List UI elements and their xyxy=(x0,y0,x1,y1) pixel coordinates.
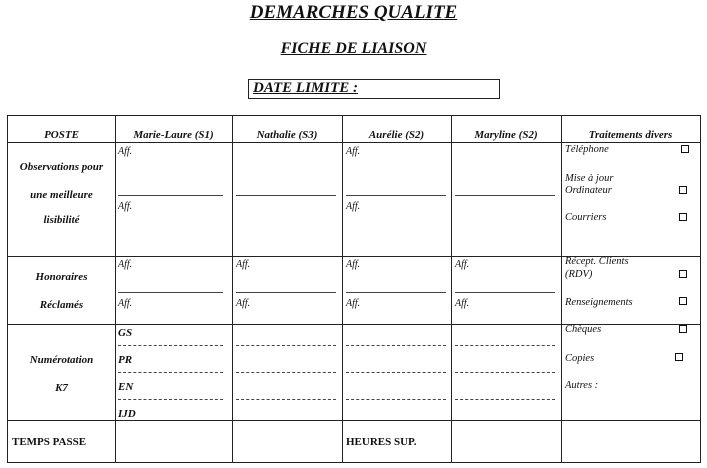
treatment-rdv: (RDV) xyxy=(565,269,593,280)
aff-line[interactable] xyxy=(346,292,446,293)
checkbox-copies[interactable] xyxy=(675,353,683,361)
aff-label: Aff. xyxy=(118,298,133,309)
header-traitements: Traitements divers xyxy=(588,129,673,141)
checkbox-renseignements[interactable] xyxy=(679,297,687,305)
header-maryline: Maryline (S2) xyxy=(474,129,538,141)
code-gs: GS xyxy=(118,327,133,339)
page-subtitle: FICHE DE LIAISON xyxy=(280,40,427,57)
row-label-honoraires: Honoraires xyxy=(35,271,88,283)
code-line[interactable] xyxy=(455,345,555,346)
code-line[interactable] xyxy=(455,372,555,373)
code-line[interactable] xyxy=(118,372,223,373)
header-marie-laure: Marie-Laure (S1) xyxy=(133,129,214,141)
date-limit-field[interactable] xyxy=(248,79,500,99)
code-line[interactable] xyxy=(236,399,336,400)
row-label-observations: Observations pour xyxy=(19,161,104,173)
row-divider xyxy=(8,420,700,421)
code-line[interactable] xyxy=(455,399,555,400)
aff-line[interactable] xyxy=(118,195,223,196)
checkbox-mise-a-jour[interactable] xyxy=(679,186,687,194)
code-line[interactable] xyxy=(118,345,223,346)
header-aurelie: Aurélie (S2) xyxy=(368,129,425,141)
temps-passe-label: TEMPS PASSE xyxy=(12,436,87,448)
aff-label: Aff. xyxy=(236,259,251,270)
col-divider xyxy=(451,116,452,462)
checkbox-telephone[interactable] xyxy=(681,145,689,153)
code-line[interactable] xyxy=(118,399,223,400)
aff-label: Aff. xyxy=(346,259,361,270)
row-label-observations: une meilleure xyxy=(30,189,93,201)
code-line[interactable] xyxy=(346,372,446,373)
heures-sup-label: HEURES SUP. xyxy=(346,436,417,448)
col-divider xyxy=(115,116,116,462)
code-ijd: IJD xyxy=(118,408,136,420)
aff-line[interactable] xyxy=(346,195,446,196)
aff-label: Aff. xyxy=(346,146,361,157)
row-label-honoraires: Réclamés xyxy=(39,299,84,311)
code-line[interactable] xyxy=(346,399,446,400)
header-poste: POSTE xyxy=(44,129,79,141)
treatment-ordinateur: Ordinateur xyxy=(565,185,612,196)
code-line[interactable] xyxy=(236,372,336,373)
aff-line[interactable] xyxy=(236,195,336,196)
treatment-mise-a-jour: Mise à jour xyxy=(565,173,614,184)
aff-label: Aff. xyxy=(118,146,133,157)
code-en: EN xyxy=(118,381,134,393)
header-nathalie: Nathalie (S3) xyxy=(256,129,318,141)
aff-label: Aff. xyxy=(236,298,251,309)
row-label-numerotation: K7 xyxy=(55,382,68,394)
treatment-courriers: Courriers xyxy=(565,212,607,223)
aff-line[interactable] xyxy=(455,195,555,196)
aff-line[interactable] xyxy=(455,292,555,293)
aff-line[interactable] xyxy=(118,292,223,293)
aff-label: Aff. xyxy=(346,298,361,309)
page-title: DEMARCHES QUALITE xyxy=(249,2,458,23)
code-line[interactable] xyxy=(346,345,446,346)
checkbox-courriers[interactable] xyxy=(679,213,687,221)
aff-label: Aff. xyxy=(118,201,133,212)
col-divider xyxy=(342,116,343,462)
col-divider xyxy=(232,116,233,462)
aff-label: Aff. xyxy=(455,298,470,309)
treatment-telephone: Téléphone xyxy=(565,144,609,155)
aff-label: Aff. xyxy=(118,259,133,270)
treatment-renseignements: Renseignements xyxy=(565,297,633,308)
row-label-numerotation: Numérotation xyxy=(29,354,94,366)
treatment-autres: Autres : xyxy=(565,380,599,391)
col-divider xyxy=(561,116,562,462)
row-label-observations: lisibilité xyxy=(43,214,80,226)
aff-line[interactable] xyxy=(236,292,336,293)
code-pr: PR xyxy=(118,354,133,366)
checkbox-recept-clients[interactable] xyxy=(679,270,687,278)
aff-label: Aff. xyxy=(455,259,470,270)
treatment-copies: Copies xyxy=(565,353,595,364)
aff-label: Aff. xyxy=(346,201,361,212)
liaison-table xyxy=(7,115,701,463)
date-limit-label: DATE LIMITE : xyxy=(253,80,359,96)
treatment-cheques: Chèques xyxy=(565,324,602,335)
treatment-recept-clients: Récept. Clients xyxy=(565,256,629,267)
checkbox-cheques[interactable] xyxy=(679,325,687,333)
code-line[interactable] xyxy=(236,345,336,346)
row-divider xyxy=(8,142,700,143)
